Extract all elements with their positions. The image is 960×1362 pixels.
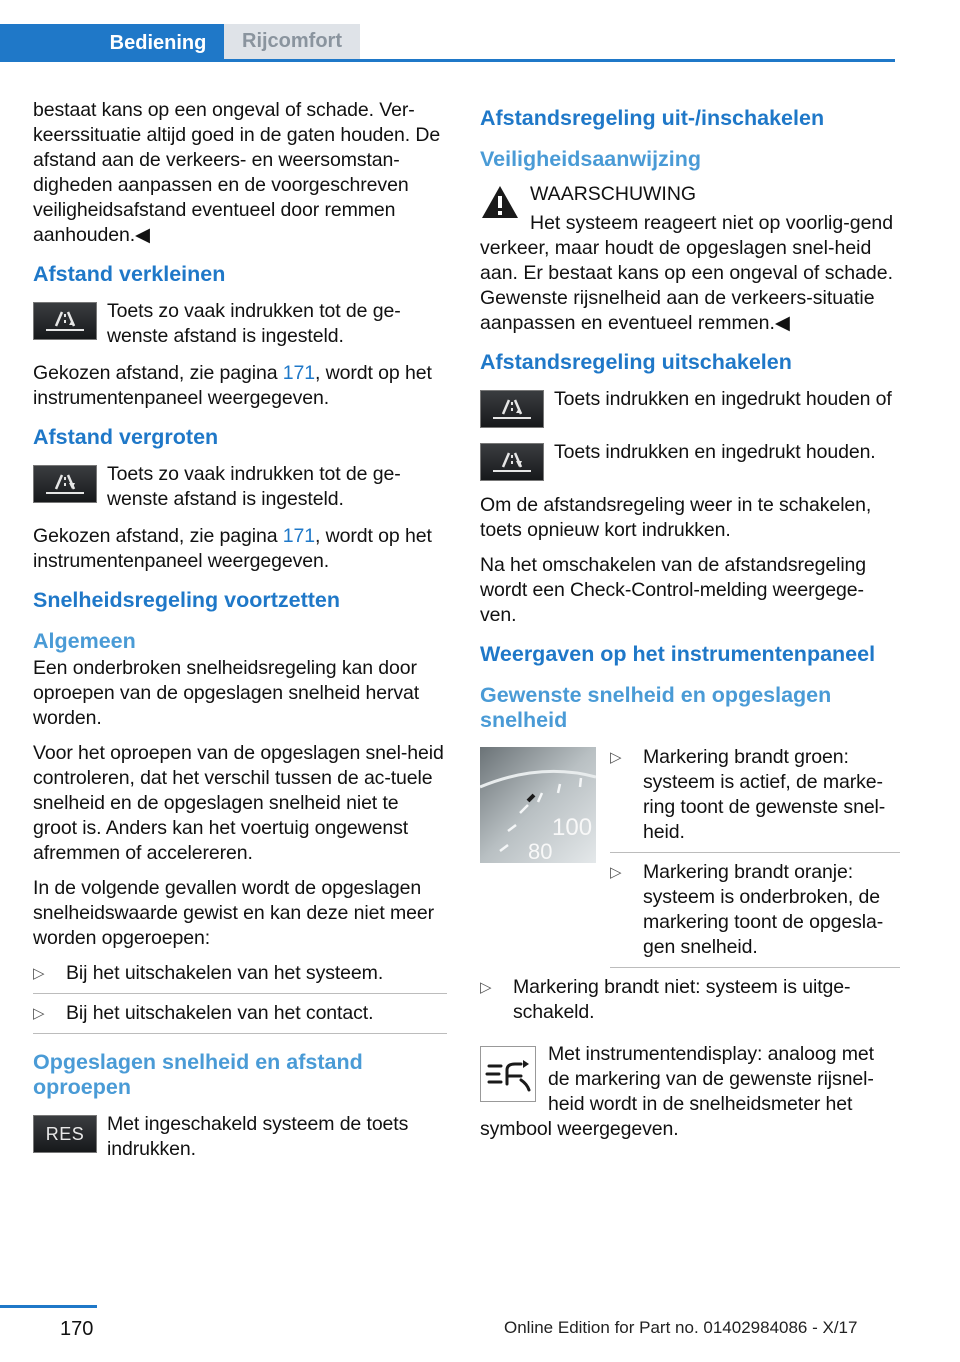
gauge-label-100: 100 — [552, 814, 593, 841]
page-link-171[interactable]: 171 — [282, 362, 316, 384]
list-item: ▷ Bij het uitschakelen van het contact. — [33, 1001, 447, 1034]
speedometer-image — [480, 747, 596, 863]
warning-heading: WAARSCHUWING — [530, 183, 697, 205]
off-key2-text: Toets indrukken en ingedrukt houden. — [554, 441, 876, 463]
distance-decrease-key-icon — [33, 302, 97, 340]
increase-key-text: Toets zo vaak indrukken tot de ge-wenste afstand is ingesteld. — [107, 463, 401, 510]
heading-general: Algemeen — [33, 629, 136, 653]
res-key-row — [33, 1112, 447, 1162]
page-footer — [0, 1300, 960, 1362]
display-paragraph-block — [480, 1042, 900, 1142]
heading-distance-onoff: Afstandsregeling uit-/inschakelen — [480, 106, 825, 130]
tab-rijcomfort[interactable]: Rijcomfort — [224, 24, 360, 59]
general-paragraph-2: Voor het oproepen van de opgeslagen snel-heid controleren, dat het verschil tussen de ac-tuele snelheid en de opgeslagen snelheid niet te groot is. Anders kan het voertuig ongewenst afremmen of accelereren. — [33, 742, 444, 864]
switch-over-paragraph: Na het omschakelen van de afstandsregeling wordt een Check-Control-melding weergege-ven. — [480, 554, 867, 626]
gauge-label-80: 80 — [528, 839, 553, 863]
decrease-key-row — [33, 299, 447, 349]
left-column — [33, 98, 447, 1174]
footer-rule — [0, 1305, 97, 1308]
general-paragraph-3: In de volgende gevallen wordt de opgeslagen snelheidswaarde gewist en kan deze niet meer worden opgeroepen: — [33, 877, 435, 949]
off-key-row-1 — [480, 387, 900, 428]
display-paragraph: Met instrumentendisplay: analoog met de markering van de gewenste rijsnel-heid wordt in de snelheidsmeter het symbool weergegeven. — [480, 1043, 874, 1140]
decrease-key-text: Toets zo vaak indrukken tot de ge-wenste afstand is ingesteld. — [107, 300, 401, 347]
speedometer-row — [480, 745, 900, 985]
general-paragraph-1: Een onderbroken snelheidsregeling kan door oproepen van de opgeslagen snelheid hervat worden. — [33, 657, 420, 729]
distance-increase-key-icon — [480, 443, 544, 481]
heading-resume-cruise: Snelheidsregeling voortzetten — [33, 588, 341, 612]
off-key-row-2 — [480, 440, 900, 481]
list-item: ▷ Markering brandt niet: systeem is uitge-schakeld. — [480, 975, 900, 1032]
marking-off-list — [480, 975, 900, 1032]
warning-triangle-icon — [480, 184, 520, 220]
res-key-label: RES — [45, 1123, 85, 1144]
heading-desired-speed: Gewenste snelheid en opgeslagen snelheid — [480, 683, 832, 732]
chapter-tabs — [0, 0, 895, 62]
switch-on-paragraph: Om de afstandsregeling weer in te schakelen, toets opnieuw kort indrukken. — [480, 494, 872, 541]
distance-decrease-key-icon — [480, 390, 544, 428]
increase-key-row — [33, 462, 447, 512]
off-key1-text: Toets indrukken en ingedrukt houden of — [554, 388, 892, 410]
decrease-result-text: Gekozen afstand, zie pagina 171, wordt op het instrumentenpaneel weergegeven. — [33, 362, 432, 409]
heading-safety: Veiligheidsaanwijzing — [480, 147, 702, 171]
list-item: ▷ Markering brandt groen: systeem is actief, de marke-ring toont de gewenste snel-heid. — [610, 745, 900, 853]
heading-recall: Opgeslagen snelheid en afstand oproepen — [33, 1050, 363, 1099]
increase-result-text: Gekozen afstand, zie pagina 171, wordt op het instrumentenpaneel weergegeven. — [33, 525, 432, 572]
tab-bediening[interactable]: Bediening — [0, 24, 224, 62]
cruise-control-symbol-icon — [480, 1046, 536, 1102]
distance-increase-key-icon — [33, 465, 97, 503]
list-item: ▷ Markering brandt oranje: systeem is onderbroken, de markering toont de opgesla-gen snelheid. — [610, 860, 900, 968]
erase-conditions-list — [33, 961, 447, 1034]
marking-states-list — [610, 745, 900, 975]
res-key-icon — [33, 1115, 97, 1153]
warning-block — [480, 182, 900, 336]
page-number: 170 — [60, 1318, 94, 1340]
heading-increase-distance: Afstand vergroten — [33, 425, 219, 449]
heading-decrease-distance: Afstand verkleinen — [33, 262, 226, 286]
heading-distance-off: Afstandsregeling uitschakelen — [480, 350, 792, 374]
right-column — [480, 98, 900, 1152]
heading-displays: Weergaven op het instrumentenpaneel — [480, 642, 876, 666]
header-rule — [0, 59, 895, 62]
page-link-171[interactable]: 171 — [282, 525, 316, 547]
warning-text: Het systeem reageert niet op voorlig-gend verkeer, maar houdt de opgeslagen snel-heid aan. Er bestaat kans op een ongeval of schade. Gewenste rijsnelheid aan de verkeers-situatie aanpassen en eventueel remmen.◀ — [480, 212, 894, 334]
edition-note: Online Edition for Part no. 01402984086 - X/17 — [504, 1318, 858, 1337]
intro-paragraph: bestaat kans op een ongeval of schade. Ver-keerssituatie altijd goed in de gaten houden. De afstand aan de verkeers- en weersomstan-digheden aanpassen en de voorgeschreven veiligheidsafstand eventueel door remmen aanhouden.◀ — [33, 99, 441, 246]
recall-key-text: Met ingeschakeld systeem de toets indrukken. — [107, 1113, 409, 1160]
list-item: ▷ Bij het uitschakelen van het systeem. — [33, 961, 447, 994]
